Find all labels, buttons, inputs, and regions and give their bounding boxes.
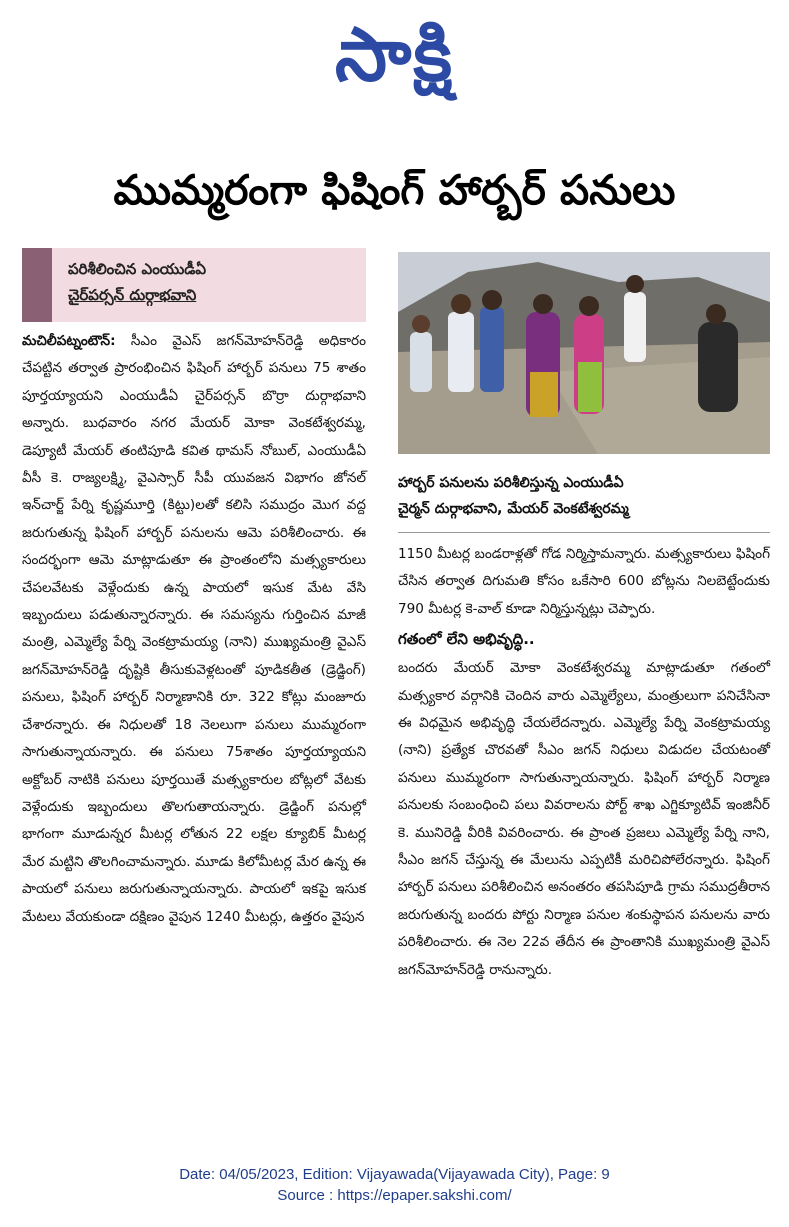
right-column	[398, 252, 770, 984]
photo-caption-line-2: చైర్మన్ దుర్గాభవాని, మేయర్ వెంకటేశ్వరమ్మ	[398, 501, 629, 517]
article-photo	[398, 252, 770, 454]
photo-illustration	[398, 252, 770, 454]
footer-source: Source : https://epaper.sakshi.com/	[277, 1187, 512, 1204]
left-column	[22, 248, 366, 931]
caption-divider	[398, 532, 770, 533]
footer-date-edition: Date: 04/05/2023, Edition: Vijayawada(Vijayawada City), Page: 9	[179, 1166, 610, 1183]
subsection-heading: గతంలో లేని అభివృద్ధి..	[398, 630, 535, 649]
logo-text: సాక్షి	[335, 12, 454, 98]
photo-caption	[398, 470, 770, 522]
right-body-paragraph-1: 1150 మీటర్ల బండరాళ్లతో గోడ నిర్మిస్తామన్నారు. మత్స్యకారులు ఫిషింగ్ చేసిన తర్వాత దిగుమతి కోసం ఒకేసారి 600 బోట్లను నిలబెట్టేందుకు 790 మీటర్ల కె-వాల్ కూడా నిర్మిస్తున్నట్లు చెప్పారు.	[398, 546, 770, 617]
subheading-box	[22, 248, 366, 322]
subheading-line-1: పరిశీలించిన ఎంయుడీఏ	[68, 260, 207, 278]
left-body-paragraph	[22, 328, 366, 931]
left-body-text: సీఎం వైఎస్ జగన్‌మోహన్‌రెడ్డి అధికారం చేపట్టిన తర్వాత ప్రారంభించిన ఫిషింగ్ హార్బర్ పనులు 75 శాతం పూర్తయ్యాయని ఎంయుడీఏ చైర్‌పర్సన్ బొర్రా దుర్గాభవాని అన్నారు. బుధవారం నగర మేయర్ మోకా వెంకటేశ్వరమ్మ, డెప్యూటీ మేయర్ తంటిపూడి కవిత థామస్ నోబుల్, ఎంయుడీఏ వీసీ కె. రాజ్యలక్ష్మి, వైఎస్సార్ సీపీ యువజన విభాగం జోనల్ ఇన్‌చార్జ్ పేర్ని కృష్ణమూర్తి (కిట్టు)లతో కలిసి సముద్రం మొగ వద్ద జరుగుతున్న ఫిషింగ్ హార్బర్ పనులను ఆమె పరిశీలించారు. ఈ సందర్భంగా ఆమె మాట్లాడుతూ ఈ ప్రాంతంలోని మత్స్యకారులు చేపలవేటకు వెళ్లేందుకు ఉన్న పాయలో ఇసుక మేట వేసి ఇబ్బందులు పడుతున్నారన్నారు. ఈ సమస్యను గుర్తించిన మాజీ మంత్రి, ఎమ్మెల్యే పేర్ని వెంకట్రామయ్య (నాని) ముఖ్యమంత్రి వైఎస్ జగన్‌మోహన్‌రెడ్డి దృష్టికి తీసుకువెళ్లటంతో పూడికతీత (డ్రెడ్జింగ్) పనులు, ఫిషింగ్ హార్బర్ నిర్మాణానికి రూ. 322 కోట్లు మంజూరు చేశారన్నారు. ఈ నిధులతో 18 నెలలుగా పనులు ముమ్మరంగా సాగుతున్నాయన్నారు. ఈ పనులు 75శాతం పూర్తయ్యాయని అక్టోబర్ నాటికి పనులు పూర్తయితే మత్స్యకారుల బోట్లలో వేటకు వెళ్లేందుకు ఇబ్బందులు తొలగుతాయన్నారు. డ్రెడ్జింగ్ పనుల్లో భాగంగా మూడున్నర మీటర్ల లోతున 22 లక్షల క్యూబిక్ మీటర్ల మేర మట్టిని తొలగించామన్నారు. మూడు కిలోమీటర్ల మేర ఉన్న ఈ పాయలో పనులు జరుగుతున్నాయన్నారు. పాయలో ఇకపై ఇసుక మేటలు వేయకుండా దక్షిణం వైపున 1240 మీటర్లు, ఉత్తరం వైపున	[22, 333, 366, 925]
article-headline: ముమ్మరంగా ఫిషింగ్ హార్బర్ పనులు	[113, 166, 676, 214]
right-body-paragraph-2: బందరు మేయర్ మోకా వెంకటేశ్వరమ్మ మాట్లాడుతూ గతంలో మత్స్యకార వర్గానికి చెందిన వారు ఎమ్మెల్యేలు, మంత్రులుగా పనిచేసినా ఈ విధమైన అభివృద్ధి చేయలేదన్నారు. ఎమ్మెల్యే పేర్ని వెంకట్రామయ్య (నాని) ప్రత్యేక చొరవతో సీఎం జగన్ నిధులు విడుదల చేయటంతో పనులు ముమ్మరంగా సాగుతున్నాయన్నారు. ఫిషింగ్ హార్బర్ నిర్మాణ పనులకు సంబంధించి పలు వివరాలను పోర్ట్ శాఖ ఎగ్జిక్యూటివ్ ఇంజినీర్ కె. మునిరెడ్డి వీరికి వివరించారు. ఈ ప్రాంత ప్రజలు ఎమ్మెల్యే పేర్ని నాని, సీఎం జగన్ చేస్తున్న ఈ మేలును ఎప్పటికీ మరిచిపోలేరన్నారు. ఫిషింగ్ హార్బర్ పనులు పరిశీలించిన అనంతరం తపసిపూడి గ్రామ సముద్రతీరాన జరుగుతున్న బందరు పోర్టు నిర్మాణ పనుల శంకుస్థాపన పనులను వారు పరిశీలించారు. ఈ నెల 22వ తేదీన ఈ ప్రాంతానికి ముఖ్యమంత్రి వైఎస్ జగన్‌మోహన్‌రెడ్డి రానున్నారు.	[398, 660, 770, 978]
page-footer	[0, 1164, 789, 1206]
photo-caption-line-1: హార్బర్ పనులను పరిశీలిస్తున్న ఎంయుడీఏ	[398, 475, 624, 491]
masthead-logo	[0, 8, 789, 103]
dateline: మచిలీపట్నంటౌన్:	[22, 333, 116, 349]
subheading-line-2: చైర్‌పర్సన్ దుర్గాభవాని	[68, 286, 197, 304]
